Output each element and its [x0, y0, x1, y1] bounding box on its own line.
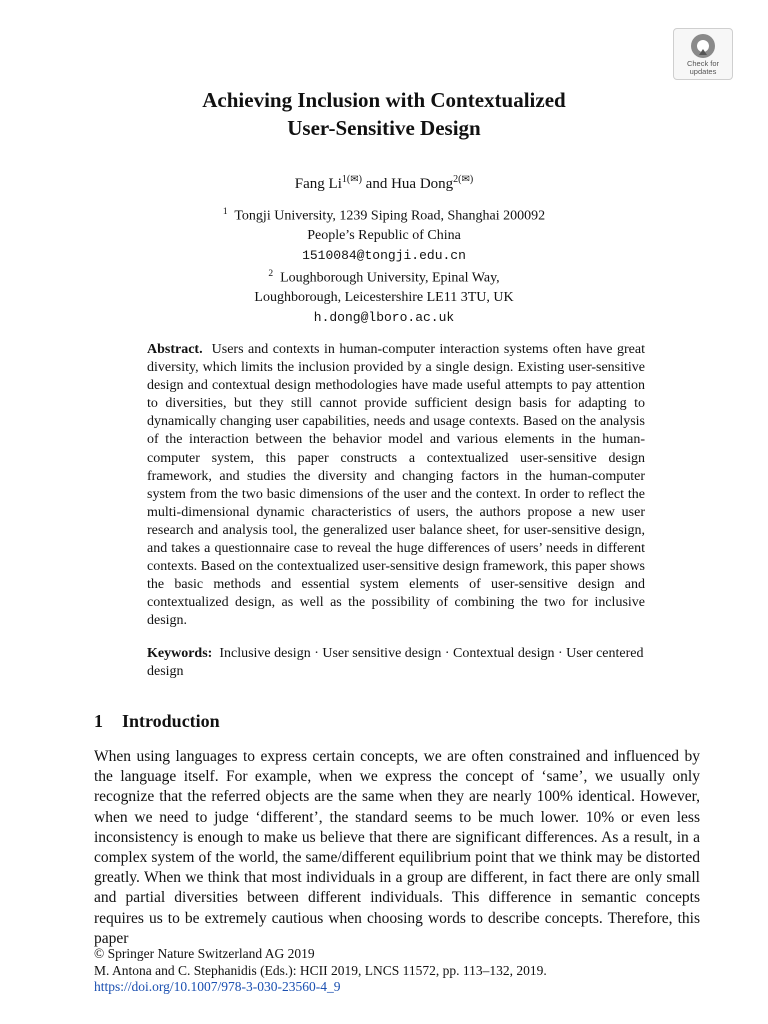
paper-title	[84, 86, 684, 142]
affiliation-marker: 1	[222, 207, 228, 217]
keywords-label: Keywords:	[147, 646, 213, 661]
body-paragraph: When using languages to express certain concepts, we are often constrained and influenced by the language itself. For example, when we express the concept of ‘same’, we usually only recognize that the referred objects are the same when they are nearly 100% identical. However, when we need to judge ‘different’, the standard seems to be much lower. 10% or even less inconsistency is enough to make us believe that there are significant differences. As a result, in a complex system of the world, the same/different equilibrium point that we think may be distorted greatly. When we think that most individuals in a group are different, in fact there are only small and partial diversities between different individuals. This difference in semantic concepts requires us to be extremely cautious when choosing words to describe concepts. Therefore, this paper	[94, 748, 700, 947]
section-title: Introduction	[122, 711, 220, 731]
author-affiliation-mark[interactable]: 1(✉)	[341, 174, 362, 185]
abstract-label: Abstract.	[147, 342, 203, 357]
title-line-1: Achieving Inclusion with Contextualized	[202, 88, 566, 112]
affiliation-line	[120, 265, 648, 288]
copyright-notice: © Springer Nature Switzerland AG 2019	[94, 946, 315, 961]
affiliation-line: Loughborough, Leicestershire LE11 3TU, UK	[254, 290, 514, 306]
affiliation-line: People’s Republic of China	[307, 228, 461, 244]
footer	[94, 946, 700, 996]
affiliations	[120, 203, 648, 327]
crossmark-icon	[690, 33, 716, 59]
author-name: Fang Li	[294, 176, 342, 192]
keywords	[147, 645, 645, 681]
doi-link[interactable]: https://doi.org/10.1007/978-3-030-23560-4_9	[94, 979, 341, 994]
citation-line: M. Antona and C. Stephanidis (Eds.): HCII 2019, LNCS 11572, pp. 113–132, 2019.	[94, 962, 547, 978]
affiliation-marker: 2	[268, 269, 274, 280]
section-number: 1	[94, 711, 103, 731]
affiliation-address: Loughborough University, Epinal Way,	[280, 270, 500, 286]
affiliation-address: Tongji University, 1239 Siping Road, Shanghai 200092	[234, 208, 546, 224]
author-affiliation-mark[interactable]: 2(✉)	[453, 174, 474, 185]
author-conjunction: and	[361, 176, 392, 192]
section-heading	[94, 709, 220, 733]
author-name: Hua Dong	[391, 176, 454, 192]
affiliation-line	[120, 203, 648, 226]
author-list	[84, 170, 684, 194]
badge-label: Check for updates	[686, 59, 720, 76]
abstract-text: Users and contexts in human-computer interaction systems often have great diversity, which limits the inclusion provided by a single design. Existing user-sensitive design and contextual design methodologies have made useful attempts to pay attention to diversities, but they still cannot provide sufficient design basis for adapting to dynamically changing user capabilities, needs and usage contexts. Based on the analysis of the interaction between the behavior model and various elements in the human-computer system, this paper constructs a contextualized user-sensitive design framework, and studies the diversity and changing factors in the human-computer system from the two basic dimensions of the user and the context. In order to reflect the multi-dimensional dynamic characteristics of users, the authors propose a new user research and analysis tool, the generalized user balance sheet, for user-sensitive design, and takes a questionnaire case to reveal the huge differences of users’ needs in different contexts. Based on the contextualized user-sensitive design framework, this paper shows the basic methods and essential system elements of user-sensitive design and contextualized design, as well as the possibility of combining the two for inclusive design.	[147, 342, 645, 629]
keywords-text: Inclusive design · User sensitive design · Contextual design · User centered design	[147, 646, 644, 679]
check-for-updates-badge[interactable]	[673, 28, 733, 80]
affiliation-email[interactable]: 1510084@tongji.edu.cn	[302, 247, 466, 263]
title-line-2: User-Sensitive Design	[287, 116, 481, 140]
abstract	[147, 341, 645, 631]
affiliation-email[interactable]: h.dong@lboro.ac.uk	[313, 309, 455, 325]
